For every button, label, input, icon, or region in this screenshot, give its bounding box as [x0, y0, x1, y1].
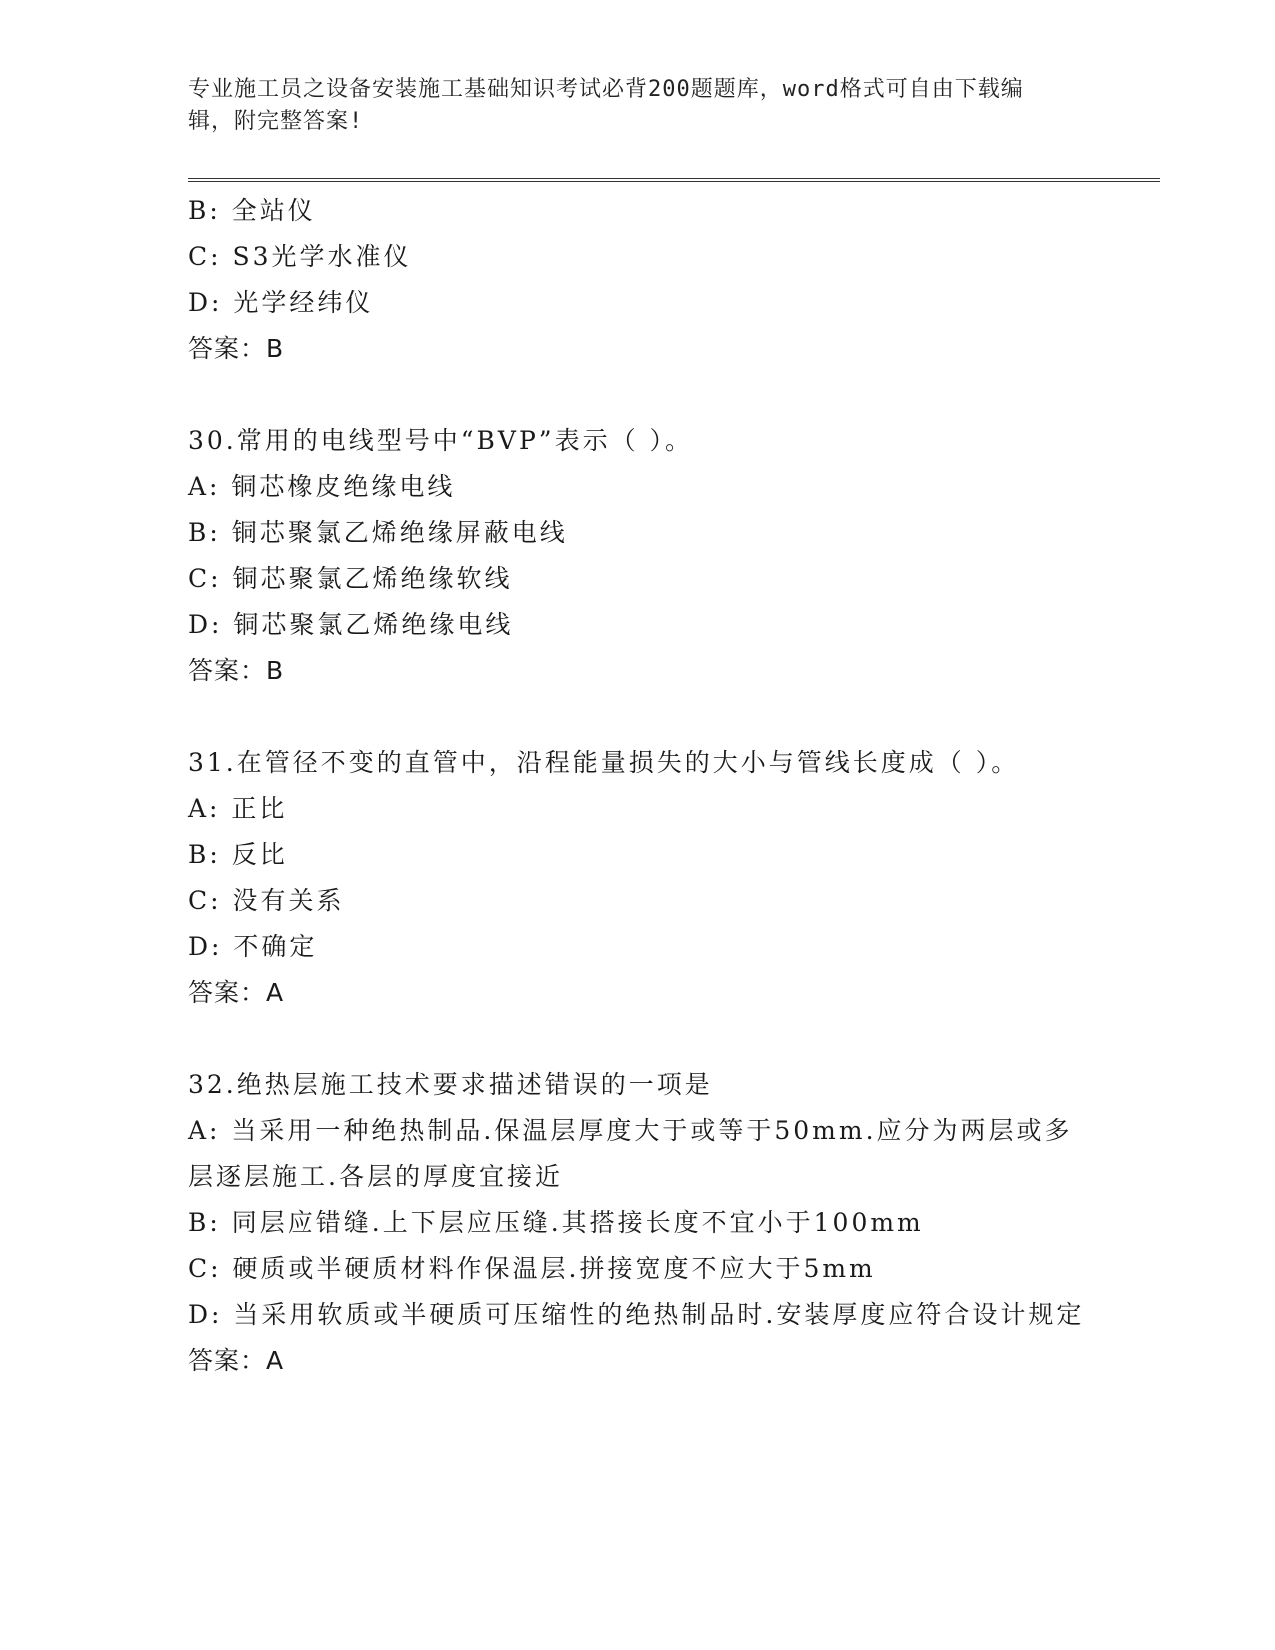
q31-question: 31.在管径不变的直管中，沿程能量损失的大小与管线长度成（ ）。: [188, 748, 1020, 777]
question-29-block: [188, 188, 1088, 372]
q30-question: 30.常用的电线型号中“BVP”表示（ ）。: [188, 426, 694, 455]
q32-question: 32.绝热层施工技术要求描述错误的一项是: [188, 1070, 713, 1099]
q30-option-a: A: 铜芯橡皮绝缘电线: [188, 472, 456, 501]
spacer: [188, 694, 1088, 740]
q32-option-d: D: 当采用软质或半硬质可压缩性的绝热制品时.安装厚度应符合设计规定: [188, 1300, 1085, 1329]
q29-option-b: B: 全站仪: [188, 196, 316, 225]
question-31-block: [188, 740, 1088, 1016]
spacer: [188, 1016, 1088, 1062]
q31-option-c: C: 没有关系: [188, 886, 345, 915]
question-32-block: [188, 1062, 1088, 1384]
header-divider: [188, 178, 1160, 182]
q31-option-a: A: 正比: [188, 794, 288, 823]
q30-option-d: D: 铜芯聚氯乙烯绝缘电线: [188, 610, 514, 639]
q30-option-b: B: 铜芯聚氯乙烯绝缘屏蔽电线: [188, 518, 568, 547]
q32-option-b: B: 同层应错缝.上下层应压缝.其搭接长度不宜小于100mm: [188, 1208, 924, 1237]
q29-answer: 答案：B: [188, 334, 285, 363]
q31-option-d: D: 不确定: [188, 932, 318, 961]
spacer: [188, 372, 1088, 418]
q32-option-c: C: 硬质或半硬质材料作保温层.拼接宽度不应大于5mm: [188, 1254, 876, 1283]
q32-option-a: A: 当采用一种绝热制品.保温层厚度大于或等于50mm.应分为两层或多层逐层施工.各层的厚度宜接近: [188, 1116, 1073, 1191]
q29-option-c: C: S3光学水准仪: [188, 242, 412, 271]
question-list: [188, 188, 1088, 1384]
question-30-block: [188, 418, 1088, 694]
q31-answer: 答案：A: [188, 978, 285, 1007]
q30-answer: 答案：B: [188, 656, 285, 685]
document-header-title: 专业施工员之设备安装施工基础知识考试必背200题题库，word格式可自由下载编辑，附完整答案!: [188, 77, 1024, 134]
q31-option-b: B: 反比: [188, 840, 288, 869]
q32-answer: 答案：A: [188, 1346, 285, 1375]
q29-option-d: D: 光学经纬仪: [188, 288, 374, 317]
q30-option-c: C: 铜芯聚氯乙烯绝缘软线: [188, 564, 513, 593]
